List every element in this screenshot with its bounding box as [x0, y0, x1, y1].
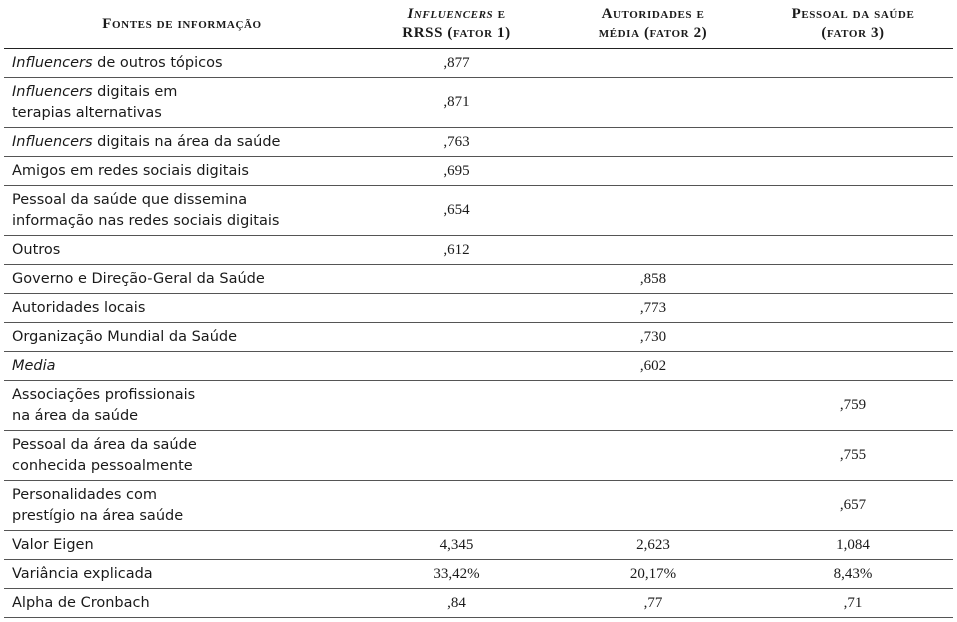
table-row [4, 352, 953, 381]
header-factor-1-italic: Influencers [407, 6, 494, 22]
factor-1-value: 4,345 [360, 531, 553, 560]
table-header [4, 0, 953, 49]
factor-3-value [753, 49, 953, 78]
factor-1-value: ,871 [360, 78, 553, 128]
factor-1-value: ,695 [360, 157, 553, 186]
factor-2-value: ,858 [553, 265, 753, 294]
factor-2-value [553, 236, 753, 265]
factor-3-value [753, 352, 953, 381]
row-label-text: digitais na área da saúde [92, 133, 281, 150]
row-label [4, 157, 360, 186]
factor-3-value [753, 323, 953, 352]
row-label-line2: terapias alternativas [12, 104, 162, 121]
factor-2-value: ,730 [553, 323, 753, 352]
row-label-text: digitais em [92, 83, 178, 100]
factor-analysis-table-container [4, 0, 953, 618]
header-factor-1-rest: e [493, 6, 506, 22]
row-label [4, 381, 360, 431]
table-row [4, 381, 953, 431]
header-factor-3-line2: (fator 3) [821, 25, 885, 41]
factor-2-value: 2,623 [553, 531, 753, 560]
factor-2-value [553, 49, 753, 78]
factor-2-value [553, 128, 753, 157]
factor-2-value [553, 78, 753, 128]
row-label [4, 531, 360, 560]
row-label [4, 352, 360, 381]
row-label [4, 128, 360, 157]
table-row [4, 236, 953, 265]
factor-2-value [553, 381, 753, 431]
factor-3-value [753, 265, 953, 294]
row-label-text: Amigos em redes sociais digitais [12, 162, 249, 179]
row-label [4, 431, 360, 481]
factor-1-value: ,612 [360, 236, 553, 265]
factor-3-value: 8,43% [753, 560, 953, 589]
factor-3-value: 1,084 [753, 531, 953, 560]
factor-3-value [753, 186, 953, 236]
factor-3-value [753, 294, 953, 323]
factor-1-value [360, 431, 553, 481]
table-row [4, 186, 953, 236]
factor-3-value: ,71 [753, 589, 953, 618]
factor-1-value [360, 481, 553, 531]
row-label-text: Alpha de Cronbach [12, 594, 150, 611]
factor-2-value: ,77 [553, 589, 753, 618]
row-label-line2: na área da saúde [12, 407, 139, 424]
factor-1-value: ,654 [360, 186, 553, 236]
factor-1-value [360, 294, 553, 323]
table-row [4, 589, 953, 618]
header-sources-label: Fontes de informação [102, 15, 262, 32]
factor-2-value: 20,17% [553, 560, 753, 589]
row-label-text: Organização Mundial da Saúde [12, 328, 238, 345]
row-label-italic: Influencers [12, 133, 93, 150]
row-label-text: Pessoal da área da saúde [12, 436, 197, 453]
header-factor-2-line2: média (fator 2) [598, 25, 708, 41]
factor-2-value [553, 431, 753, 481]
header-factor-2 [553, 0, 753, 49]
row-label-text: Outros [12, 241, 61, 258]
row-label [4, 560, 360, 589]
table-body [4, 49, 953, 618]
factor-3-value: ,759 [753, 381, 953, 431]
factor-1-value [360, 352, 553, 381]
header-sources [4, 0, 360, 49]
header-factor-3 [753, 0, 953, 49]
header-factor-1 [360, 0, 553, 49]
factor-2-value [553, 157, 753, 186]
row-label-text: Variância explicada [12, 565, 153, 582]
row-label [4, 589, 360, 618]
row-label-text: Governo e Direção-Geral da Saúde [12, 270, 265, 287]
table-row [4, 78, 953, 128]
table-row [4, 128, 953, 157]
header-row [4, 0, 953, 49]
factor-3-value [753, 157, 953, 186]
header-factor-3-line1: Pessoal da saúde [791, 6, 915, 22]
row-label-text: Valor Eigen [12, 536, 94, 553]
row-label-line2: informação nas redes sociais digitais [12, 212, 280, 229]
factor-2-value [553, 186, 753, 236]
row-label [4, 323, 360, 352]
factor-3-value: ,657 [753, 481, 953, 531]
header-factor-2-line1: Autoridades e [601, 6, 705, 22]
factor-1-value [360, 323, 553, 352]
factor-2-value [553, 481, 753, 531]
table-row [4, 323, 953, 352]
table-row [4, 294, 953, 323]
row-label-italic: Influencers [12, 54, 93, 71]
row-label [4, 265, 360, 294]
row-label-text: Autoridades locais [12, 299, 146, 316]
row-label [4, 294, 360, 323]
factor-1-value: ,877 [360, 49, 553, 78]
factor-analysis-table [4, 0, 953, 618]
table-row [4, 157, 953, 186]
row-label-text: Associações profissionais [12, 386, 196, 403]
table-row [4, 481, 953, 531]
table-row [4, 531, 953, 560]
table-row [4, 431, 953, 481]
row-label [4, 78, 360, 128]
row-label-italic: Media [12, 357, 56, 374]
table-row [4, 49, 953, 78]
factor-1-value [360, 265, 553, 294]
row-label-line2: prestígio na área saúde [12, 507, 184, 524]
factor-1-value: ,763 [360, 128, 553, 157]
header-factor-1-line2: RRSS (fator 1) [402, 25, 511, 41]
row-label [4, 186, 360, 236]
row-label-text: Pessoal da saúde que dissemina [12, 191, 248, 208]
row-label [4, 49, 360, 78]
row-label [4, 236, 360, 265]
factor-1-value: 33,42% [360, 560, 553, 589]
row-label-line2: conhecida pessoalmente [12, 457, 193, 474]
row-label-text: de outros tópicos [92, 54, 223, 71]
factor-3-value [753, 128, 953, 157]
factor-3-value [753, 236, 953, 265]
row-label [4, 481, 360, 531]
table-row [4, 560, 953, 589]
factor-3-value: ,755 [753, 431, 953, 481]
factor-3-value [753, 78, 953, 128]
factor-1-value [360, 381, 553, 431]
table-row [4, 265, 953, 294]
factor-2-value: ,773 [553, 294, 753, 323]
factor-2-value: ,602 [553, 352, 753, 381]
row-label-italic: Influencers [12, 83, 93, 100]
factor-1-value: ,84 [360, 589, 553, 618]
row-label-text: Personalidades com [12, 486, 158, 503]
